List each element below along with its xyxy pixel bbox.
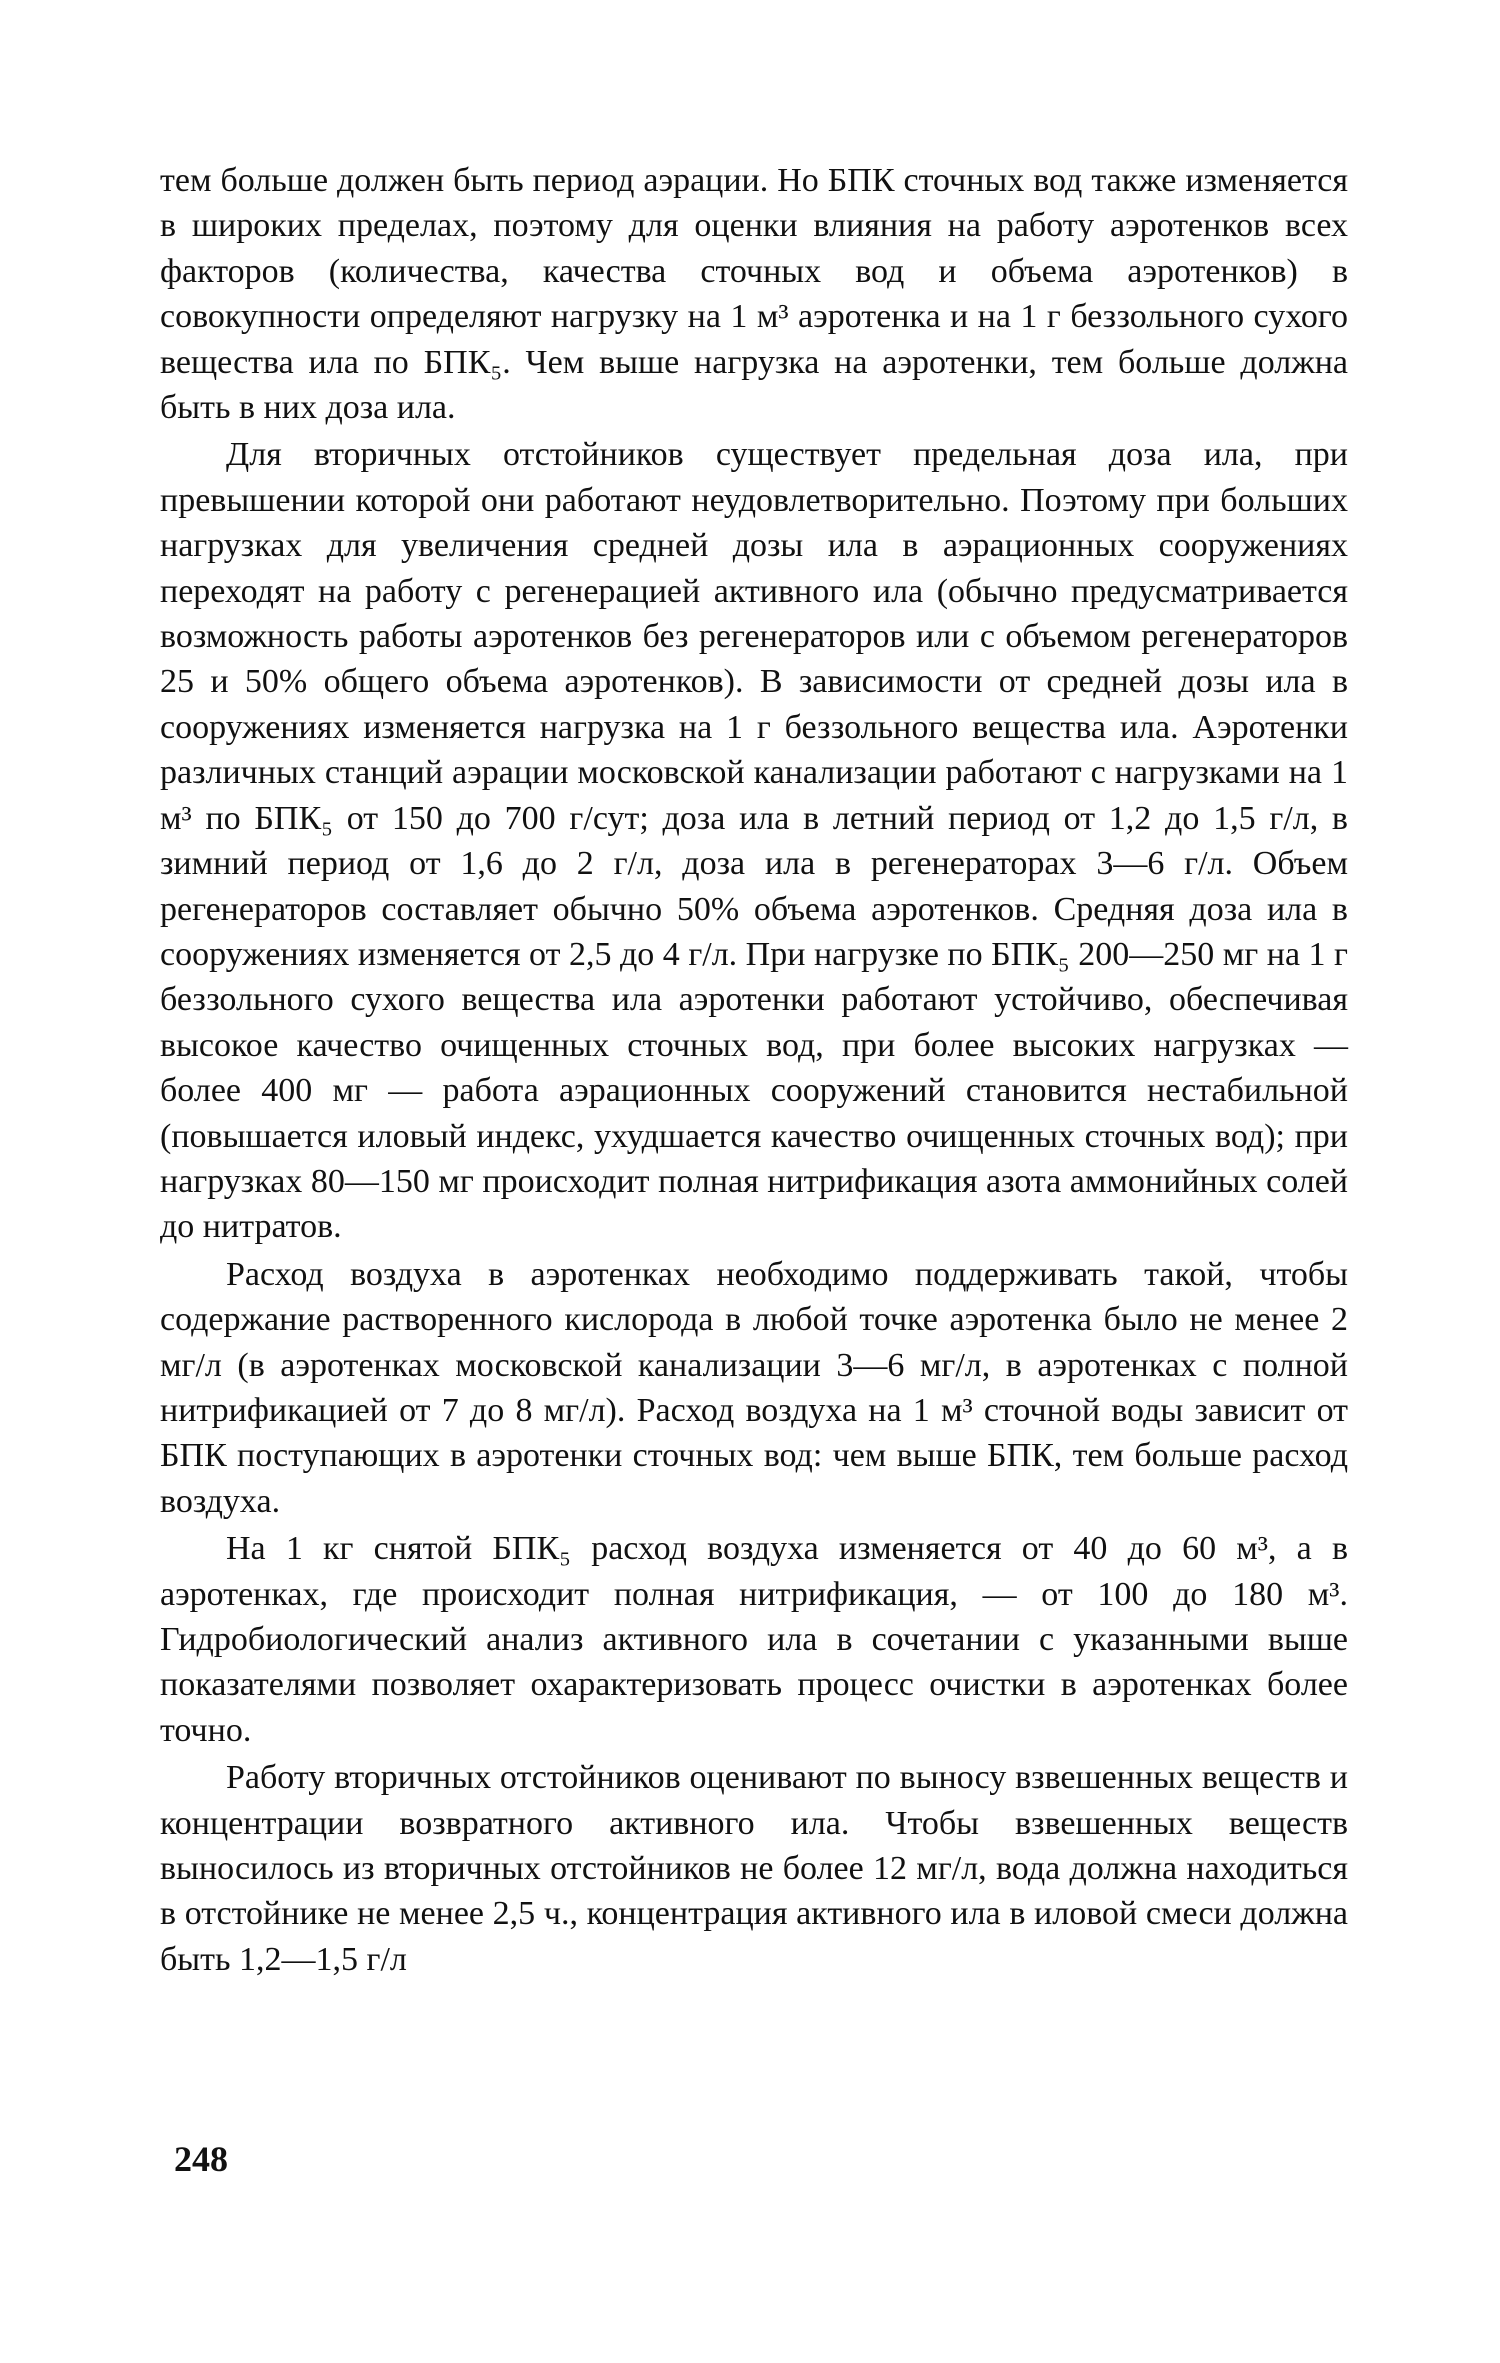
paragraph-1: тем больше должен быть период аэрации. Но БПК сточных вод также изменяется в широких пределах, поэтому для оценки влияния на работу аэротенков всех факторов (количества, качества сточных вод и объема аэротенков) в совокупности определяют нагрузку на 1 м³ аэротенка и на 1 г беззольного сухого вещества ила по БПК₅. Чем выше нагрузка на аэротенки, тем больше должна быть в них доза ила. — [160, 162, 1348, 427]
paragraph-2: Для вторичных отстойников существует предельная доза ила, при превышении которой они работают неудовлетворительно. Поэтому при больших нагрузках для увеличения средней дозы ила в аэрационных сооружениях переходят на работу с регенерацией активного ила (обычно предусматривается возможность работы аэротенков без регенераторов или с объемом регенераторов 25 и 50% общего объема аэротенков). В зависимости от средней дозы ила в сооружениях изменяется нагрузка на 1 г беззольного вещества ила. Аэротенки различных станций аэрации московской канализации работают с нагрузками на 1 м³ по БПК₅ от 150 до 700 г/сут; доза ила в летний период от 1,2 до 1,5 г/л, в зимний период от 1,6 до 2 г/л, доза ила в регенераторах 3—6 г/л. Объем регенераторов составляет обычно 50% объема аэротенков. Средняя доза ила в сооружениях изменяется от 2,5 до 4 г/л. При нагрузке по БПК₅ 200—250 мг на 1 г беззольного сухого вещества ила аэротенки работают устойчиво, обеспечивая высокое качество очищенных сточных вод, при более высоких нагрузках — более 400 мг — работа аэрационных сооружений становится нестабильной (повышается иловый индекс, ухудшается качество очищенных сточных вод); при нагрузках 80—150 мг происходит полная нитрификация азота аммонийных солей до нитратов. — [160, 436, 1348, 1246]
paragraph-5: Работу вторичных отстойников оценивают по выносу взвешенных веществ и концентрации возвратного активного ила. Чтобы взвешенных веществ выносилось из вторичных отстойников не более 12 мг/л, вода должна находиться в отстойнике не менее 2,5 ч., концентрация активного ила в иловой смеси должна быть 1,2—1,5 г/л — [160, 1759, 1348, 1978]
paragraph-4: На 1 кг снятой БПК₅ расход воздуха изменяется от 40 до 60 м³, а в аэротенках, где происходит полная нитрификация, — от 100 до 180 м³. Гидробиологический анализ активного ила в сочетании с указанными выше показателями позволяет охарактеризовать процесс очистки в аэротенках более точно. — [160, 1530, 1348, 1749]
page-text — [160, 158, 1348, 1982]
page-number: 248 — [174, 2139, 228, 2179]
paragraph-3: Расход воздуха в аэротенках необходимо поддерживать такой, чтобы содержание растворенного кислорода в любой точке аэротенка было не менее 2 мг/л (в аэротенках московской канализации 3—6 мг/л, в аэротенках с полной нитрификацией от 7 до 8 мг/л). Расход воздуха на 1 м³ сточной воды зависит от БПК поступающих в аэротенки сточных вод: чем выше БПК, тем больше расход воздуха. — [160, 1255, 1348, 1520]
